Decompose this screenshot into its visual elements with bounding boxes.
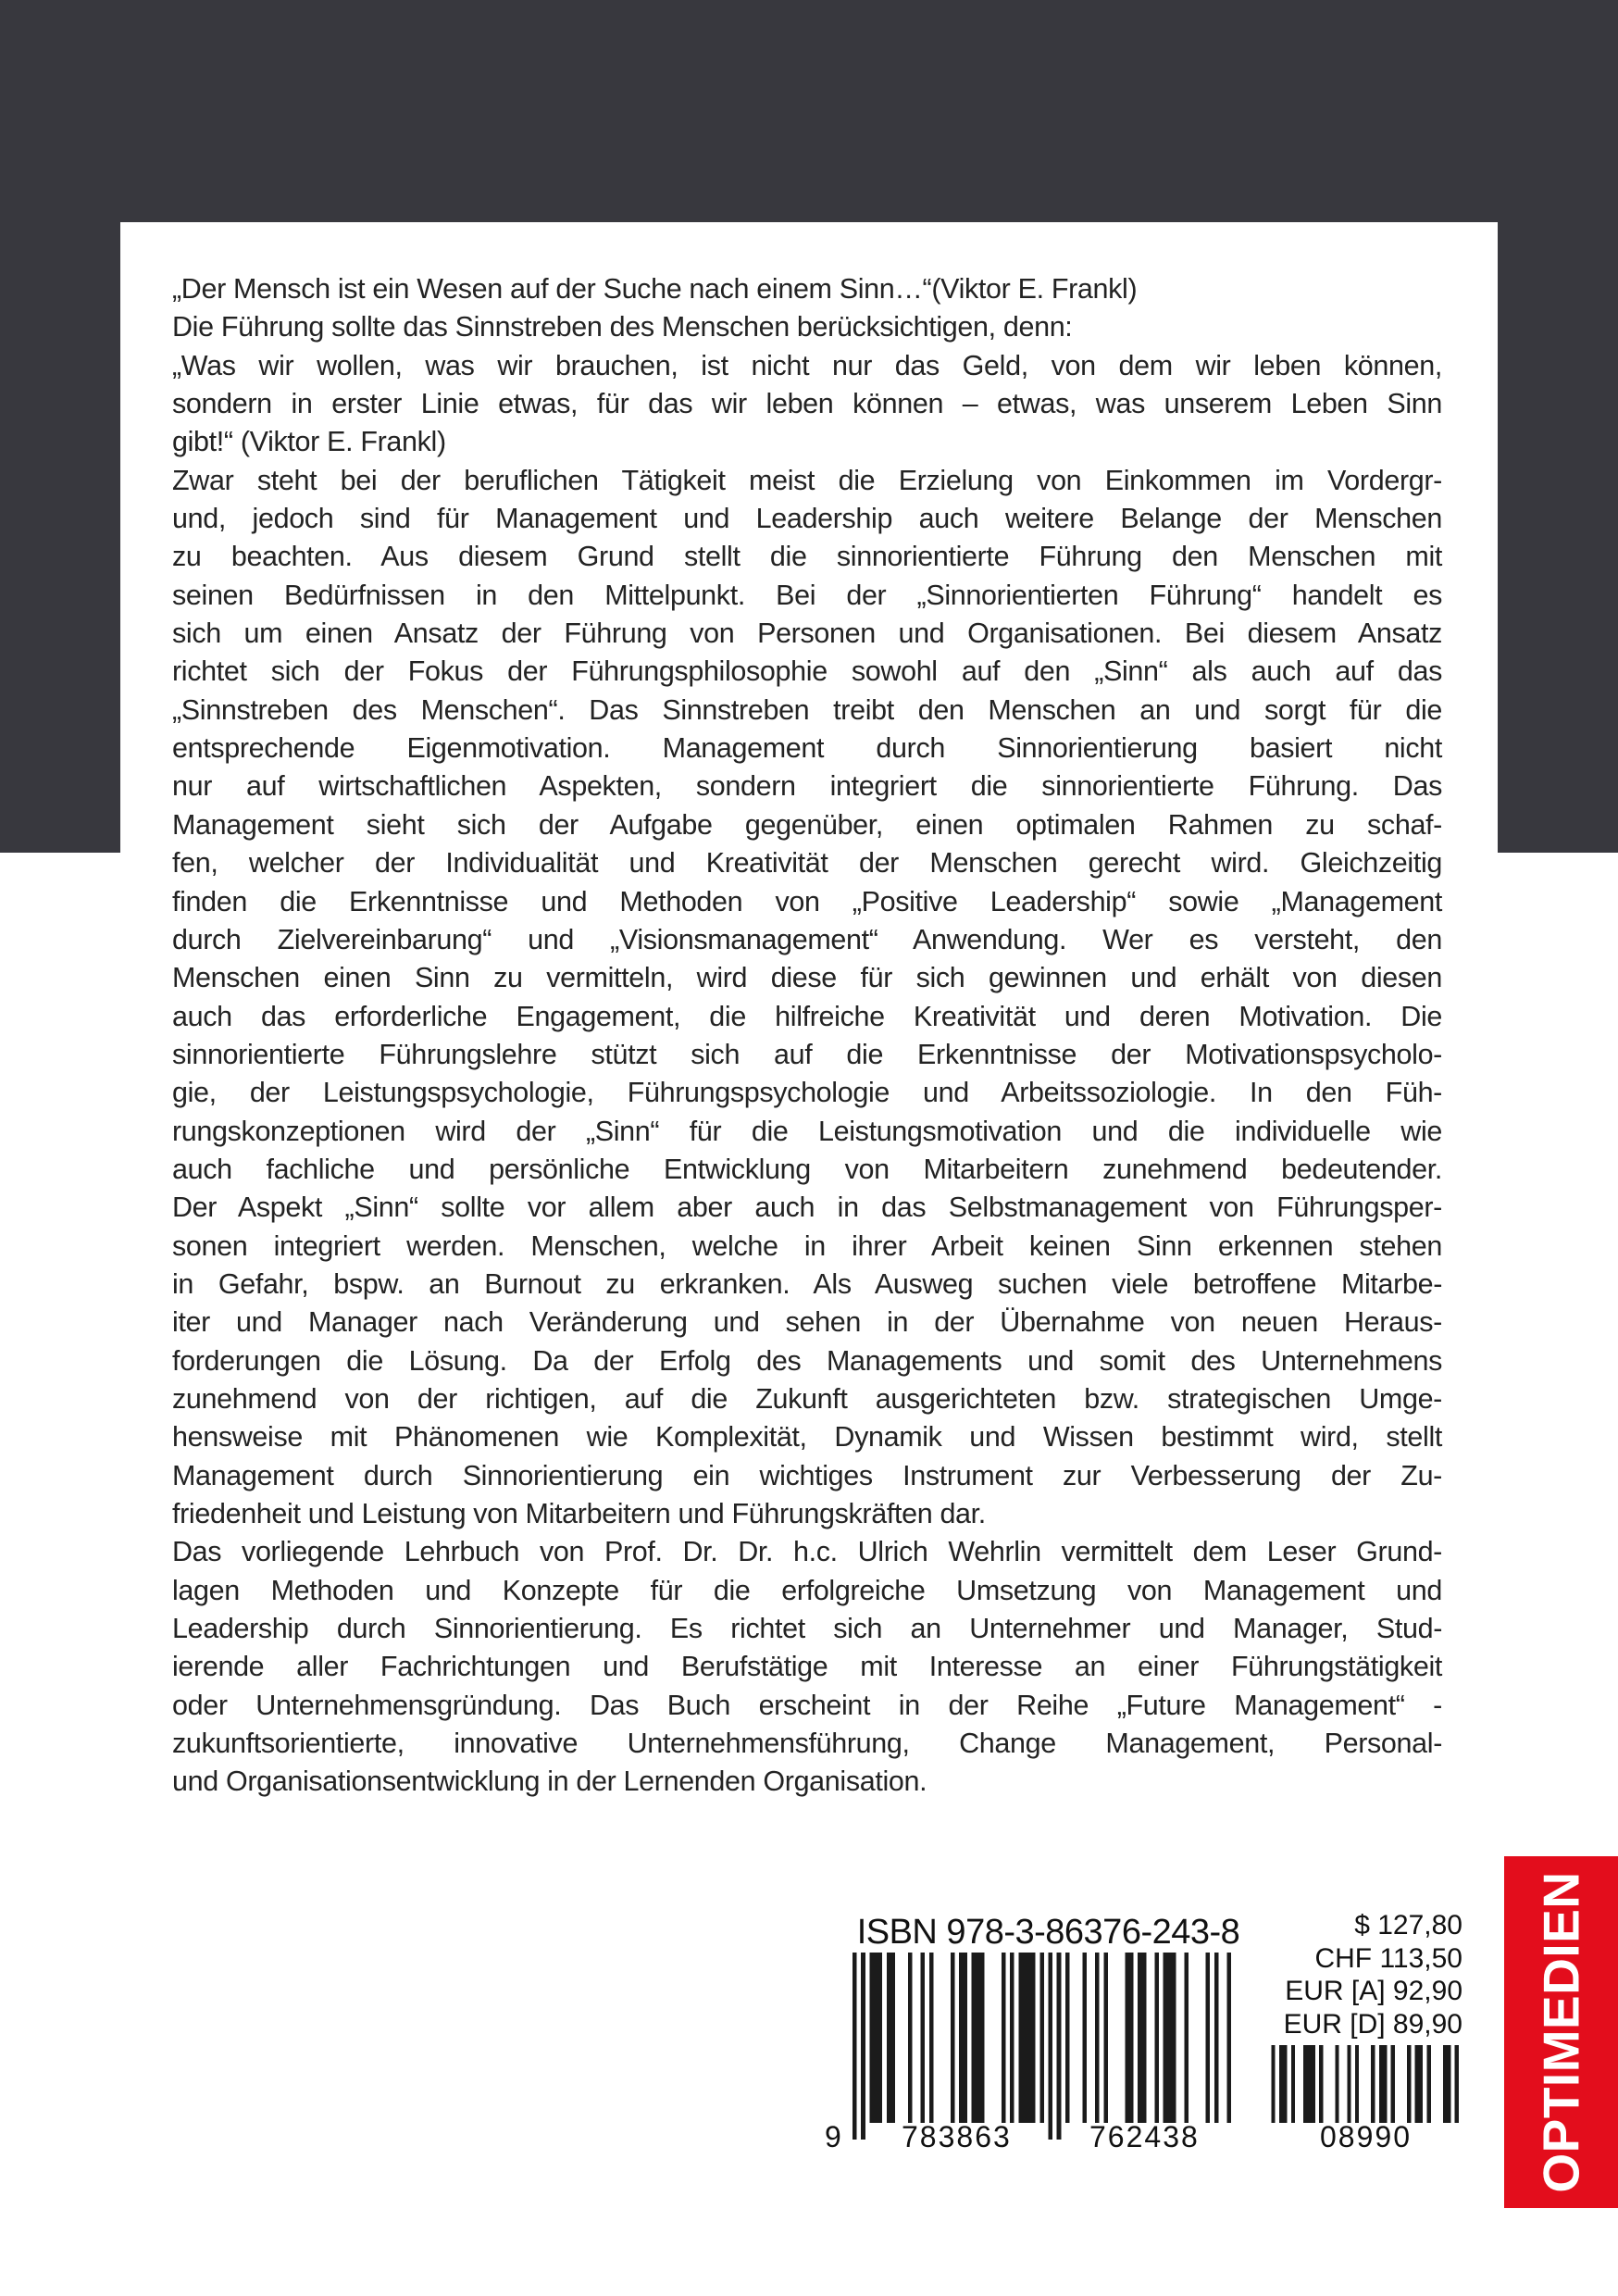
text-line: und Organisationsentwicklung in der Lernenden Organisation. — [172, 1766, 927, 1798]
text-line: forderungen die Lösung. Da der Erfolg des Managements und somit des Unternehmens — [172, 1344, 1442, 1377]
text-line: zukunftsorientierte, innovative Unternehmensführung, Change Management, Personal- — [172, 1728, 1442, 1760]
ean13-barcode — [853, 1953, 1244, 2140]
text-line: sich um einen Ansatz der Führung von Personen und Organisationen. Bei diesem Ansatz — [172, 618, 1442, 650]
text-line: Leadership durch Sinnorientierung. Es richtet sich an Unternehmer und Manager, Stud- — [172, 1613, 1442, 1645]
text-line: iter und Manager nach Veränderung und sehen in der Übernahme von neuen Heraus- — [172, 1306, 1442, 1339]
text-line: „Der Mensch ist ein Wesen auf der Suche nach einem Sinn…“(Viktor E. Frankl) — [172, 273, 1138, 305]
barcode-digits-right: 762438 — [1089, 2120, 1200, 2153]
text-line: und, jedoch sind für Management und Leadership auch weitere Belange der Menschen — [172, 503, 1442, 535]
text-line: gibt!“ (Viktor E. Frankl) — [172, 426, 446, 458]
isbn-label: ISBN 978-3-86376-243-8 — [856, 1913, 1240, 1952]
text-line: „Sinnstreben des Menschen“. Das Sinnstreben treibt den Menschen an und sorgt für die — [172, 693, 1442, 726]
text-line: zu beachten. Aus diesem Grund stellt die sinnorientierte Führung den Menschen mit — [172, 541, 1442, 573]
ean5-addon-barcode — [1267, 2045, 1459, 2123]
text-line: „Was wir wollen, was wir brauchen, ist nicht nur das Geld, von dem wir leben können, — [172, 349, 1442, 381]
price-chf: CHF 113,50 — [1314, 1942, 1462, 1974]
text-line: sonen integriert werden. Menschen, welche in ihrer Arbeit keinen Sinn erkennen stehen — [172, 1229, 1442, 1262]
text-line: ierende aller Fachrichtungen und Berufstätige mit Interesse an einer Führungstätigkeit — [172, 1651, 1442, 1683]
publisher-logo-box — [1504, 1856, 1618, 2208]
barcode-digits-addon: 08990 — [1320, 2120, 1412, 2153]
text-line: auch das erforderliche Engagement, die hilfreiche Kreativität und deren Motivation. Die — [172, 1000, 1442, 1032]
barcode-digits-left: 783863 — [902, 2120, 1012, 2153]
text-line: friedenheit und Leistung von Mitarbeitern und Führungskräften dar. — [172, 1498, 986, 1529]
text-line: Management sieht sich der Aufgabe gegenüber, einen optimalen Rahmen zu schaf- — [172, 808, 1442, 841]
text-line: sondern in erster Linie etwas, für das wir leben können – etwas, was unserem Leben Sinn — [172, 388, 1442, 420]
price-eur-d: EUR [D] 89,90 — [1283, 2008, 1462, 2040]
text-line: Das vorliegende Lehrbuch von Prof. Dr. Dr. h.c. Ulrich Wehrlin vermittelt dem Leser Grund- — [172, 1536, 1442, 1568]
price-list — [1284, 1909, 1462, 2040]
text-line: sinnorientierte Führungslehre stützt sich auf die Erkenntnisse der Motivationspsycholo- — [172, 1038, 1442, 1070]
text-line: entsprechende Eigenmotivation. Management durch Sinnorientierung basiert nicht — [172, 732, 1442, 765]
text-line: auch fachliche und persönliche Entwicklung von Mitarbeitern zunehmend bedeutender. — [172, 1153, 1442, 1185]
text-line: Die Führung sollte das Sinnstreben des Menschen berücksichtigen, denn: — [172, 311, 1073, 343]
text-line: gie, der Leistungspsychologie, Führungspsychologie und Arbeitssoziologie. In den Füh- — [172, 1077, 1442, 1109]
publisher-name: OPTIMEDIEN — [1532, 1871, 1590, 2193]
text-line: nur auf wirtschaftlichen Aspekten, sondern integriert die sinnorientierte Führung. Das — [172, 770, 1442, 803]
text-line: Der Aspekt „Sinn“ sollte vor allem aber auch in das Selbstmanagement von Führungsper- — [172, 1192, 1442, 1224]
text-line: rungskonzeptionen wird der „Sinn“ für die Leistungsmotivation und die individuelle wie — [172, 1115, 1442, 1147]
text-line: Zwar steht bei der beruflichen Tätigkeit meist die Erzielung von Einkommen im Vordergr- — [172, 464, 1442, 496]
text-line: durch Zielvereinbarung“ und „Visionsmanagement“ Anwendung. Wer es versteht, den — [172, 923, 1442, 955]
text-line: zunehmend von der richtigen, auf die Zukunft ausgerichteten bzw. strategischen Umge- — [172, 1382, 1442, 1415]
text-line: fen, welcher der Individualität und Kreativität der Menschen gerecht wird. Gleichzeitig — [172, 847, 1442, 880]
text-line: oder Unternehmensgründung. Das Buch erscheint in der Reihe „Future Management“ - — [172, 1689, 1442, 1721]
text-line: finden die Erkenntnisse und Methoden von „Positive Leadership“ sowie „Management — [172, 885, 1442, 917]
text-line: in Gefahr, bspw. an Burnout zu erkranken. Als Ausweg suchen viele betroffene Mitarbe- — [172, 1267, 1442, 1300]
blurb-text — [172, 270, 1442, 1802]
price-usd: $ 127,80 — [1354, 1910, 1462, 1940]
text-line: richtet sich der Fokus der Führungsphilosophie sowohl auf den „Sinn“ als auch auf das — [172, 655, 1442, 688]
price-eur-a: EUR [A] 92,90 — [1285, 1976, 1462, 2007]
text-line: Menschen einen Sinn zu vermitteln, wird diese für sich gewinnen und erhält von diesen — [172, 962, 1442, 994]
text-line: lagen Methoden und Konzepte für die erfolgreiche Umsetzung von Management und — [172, 1574, 1442, 1606]
text-line: seinen Bedürfnissen in den Mittelpunkt. Bei der „Sinnorientierten Führung“ handelt es — [172, 579, 1442, 611]
barcode-digit-lead: 9 — [825, 2120, 843, 2153]
text-line: Management durch Sinnorientierung ein wichtiges Instrument zur Verbesserung der Zu- — [172, 1459, 1442, 1491]
text-line: hensweise mit Phänomenen wie Komplexität, Dynamik und Wissen bestimmt wird, stellt — [172, 1421, 1442, 1454]
